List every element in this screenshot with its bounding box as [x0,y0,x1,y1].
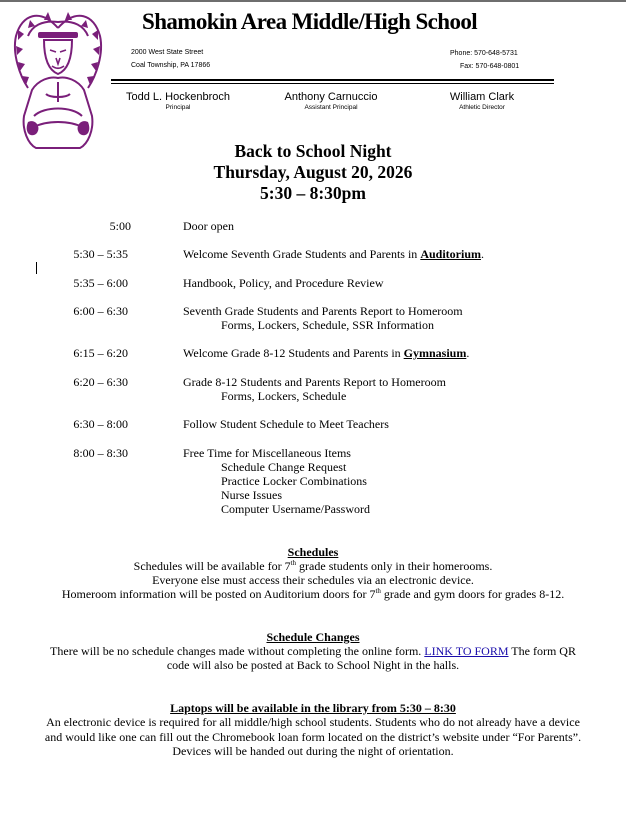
location-gymnasium: Gymnasium [403,346,467,360]
schedule-changes-line-2: code will also be posted at Back to School Night in the halls. [166,658,460,672]
schedule-sub-item: Computer Username/Password [221,502,370,516]
indian-chief-mascot-icon [10,6,106,150]
schedule-text: Seventh Grade Students and Parents Report to Homeroom [183,304,463,318]
schedule-text: Welcome Seventh Grade Students and Parents in Auditorium. [183,247,484,261]
phone-number: Phone: 570-648-5731 [450,50,518,57]
staff-name: William Clark [449,91,515,103]
schedules-line-1: Schedules will be available for 7th grade students only in their homerooms. [133,559,493,573]
laptops-line-3: Devices will be handed out during the night of orientation. [172,744,454,758]
schedule-sub-item: Nurse Issues [221,488,282,502]
schedule-time: 5:35 – 6:00 [73,276,128,290]
laptops-heading: Laptops will be available in the library from 5:30 – 8:30 [170,701,456,715]
staff-title: Principal [165,104,191,111]
schedules-line-3: Homeroom information will be posted on Auditorium doors for 7th grade and gym doors for grades 8-12. [61,587,565,601]
schedule-text: Door open [183,219,234,233]
schedule-time: 6:30 – 8:00 [73,417,128,431]
school-name: Shamokin Area Middle/High School [142,9,478,34]
schedule-sub-item: Forms, Lockers, Schedule [221,389,347,403]
schedule-changes-heading: Schedule Changes [266,630,360,644]
header-rule-thin [111,83,554,84]
address-line-2: Coal Township, PA 17866 [131,62,211,69]
page-top-border [0,0,626,2]
address-line-1: 2000 West State Street [131,49,204,56]
schedule-time: 6:00 – 6:30 [73,304,128,318]
fax-number: Fax: 570-648-0801 [460,63,520,70]
event-title: Back to School Night [234,141,392,161]
staff-name: Todd L. Hockenbroch [126,91,230,103]
schedule-time: 6:20 – 6:30 [73,375,128,389]
schedule-text: Follow Student Schedule to Meet Teachers [183,417,389,431]
staff-principal [108,91,248,111]
location-auditorium: Auditorium [420,247,481,261]
event-date: Thursday, August 20, 2026 [213,162,413,182]
schedules-heading: Schedules [287,545,339,559]
staff-assistant-principal [261,91,401,111]
schedule-sub-item: Schedule Change Request [221,460,347,474]
schedules-line-2: Everyone else must access their schedules via an electronic device. [152,573,474,587]
text-cursor [36,262,37,274]
header-rule-thick [111,79,554,81]
schedule-time: 5:00 [109,219,131,233]
schedule-time: 6:15 – 6:20 [73,346,128,360]
schedule-changes-line-1: There will be no schedule changes made without completing the online form. LINK TO FORM The form QR [50,644,576,658]
schedule-text: Free Time for Miscellaneous Items [183,446,351,460]
staff-name: Anthony Carnuccio [284,91,378,103]
schedule-text: Grade 8-12 Students and Parents Report to Homeroom [183,375,446,389]
staff-title: Athletic Director [459,104,505,111]
schedule-time: 8:00 – 8:30 [73,446,128,460]
staff-athletic-director [412,91,552,111]
schedule-text: Welcome Grade 8-12 Students and Parents in Gymnasium. [183,346,470,360]
staff-title: Assistant Principal [304,104,358,111]
laptops-line-1: An electronic device is required for all middle/high school students. Students who do not already have a device [46,715,580,729]
link-to-form[interactable]: LINK TO FORM [424,644,509,658]
schedule-time: 5:30 – 5:35 [73,247,128,261]
schedule-sub-item: Forms, Lockers, Schedule, SSR Information [221,318,434,332]
event-time: 5:30 – 8:30pm [260,183,366,203]
schedule-text: Handbook, Policy, and Procedure Review [183,276,384,290]
laptops-line-2: and would like one can fill out the Chromebook loan form located on the district’s website under “For Parents”. [44,730,582,744]
schedule-sub-item: Practice Locker Combinations [221,474,367,488]
